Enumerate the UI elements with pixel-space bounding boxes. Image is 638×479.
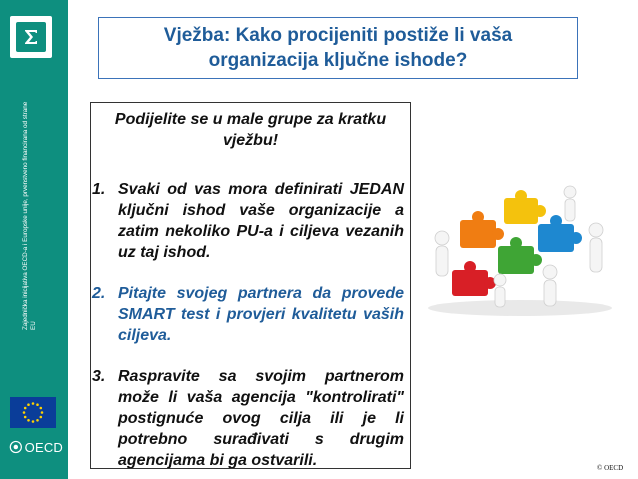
orange-puzzle-piece xyxy=(460,211,504,248)
list-item xyxy=(91,179,410,263)
slide-title xyxy=(98,17,578,79)
sidebar xyxy=(0,0,68,479)
exercise-box xyxy=(90,102,411,469)
list-item xyxy=(91,283,410,346)
list-item xyxy=(91,366,410,469)
eu-flag-icon xyxy=(10,397,56,428)
oecd-globe-icon xyxy=(9,439,23,455)
copyright: © OECD xyxy=(597,464,624,472)
list-text: Raspravite sa svojim partnerom može li vaša agencija "kontrolirati" postignuće ovog cilja ili je li potrebno surađivati s drugim agencijama bi ga ostvarili. xyxy=(118,368,404,469)
list-number: 3. xyxy=(92,368,106,385)
intro-text: Podijelite se u male grupe za kratku vježbu! xyxy=(114,111,387,149)
green-puzzle-piece xyxy=(498,237,542,274)
sigma-icon xyxy=(16,22,46,52)
sigma-logo xyxy=(10,16,52,58)
oecd-logo xyxy=(9,438,63,456)
oecd-label: OECD xyxy=(24,439,63,455)
red-puzzle-piece xyxy=(452,261,496,296)
list-number: 2. xyxy=(92,285,106,302)
title-line-2: organizacija ključne ishode? xyxy=(208,50,468,71)
list-number: 1. xyxy=(92,181,106,198)
instruction-list xyxy=(91,179,410,469)
puzzle-people-illustration xyxy=(420,180,620,320)
title-line-1: Vježba: Kako procijeniti postiže li vaša xyxy=(163,25,513,46)
list-text: Pitajte svojeg partnera da provede SMART test i provjeri kvalitetu vaših ciljeva. xyxy=(118,285,404,344)
sidebar-disclaimer: Zajednička inicijativa OECD-a i Europske unije, prvenstveno financirana od strane EU xyxy=(22,101,37,330)
list-text: Svaki od vas mora definirati JEDAN ključni ishod vaše organizacije a zatim nekoliko PU-a i ciljeva vezanih uz taj ishod. xyxy=(118,181,404,261)
blue-puzzle-piece xyxy=(538,215,582,252)
yellow-puzzle-piece xyxy=(504,190,546,224)
